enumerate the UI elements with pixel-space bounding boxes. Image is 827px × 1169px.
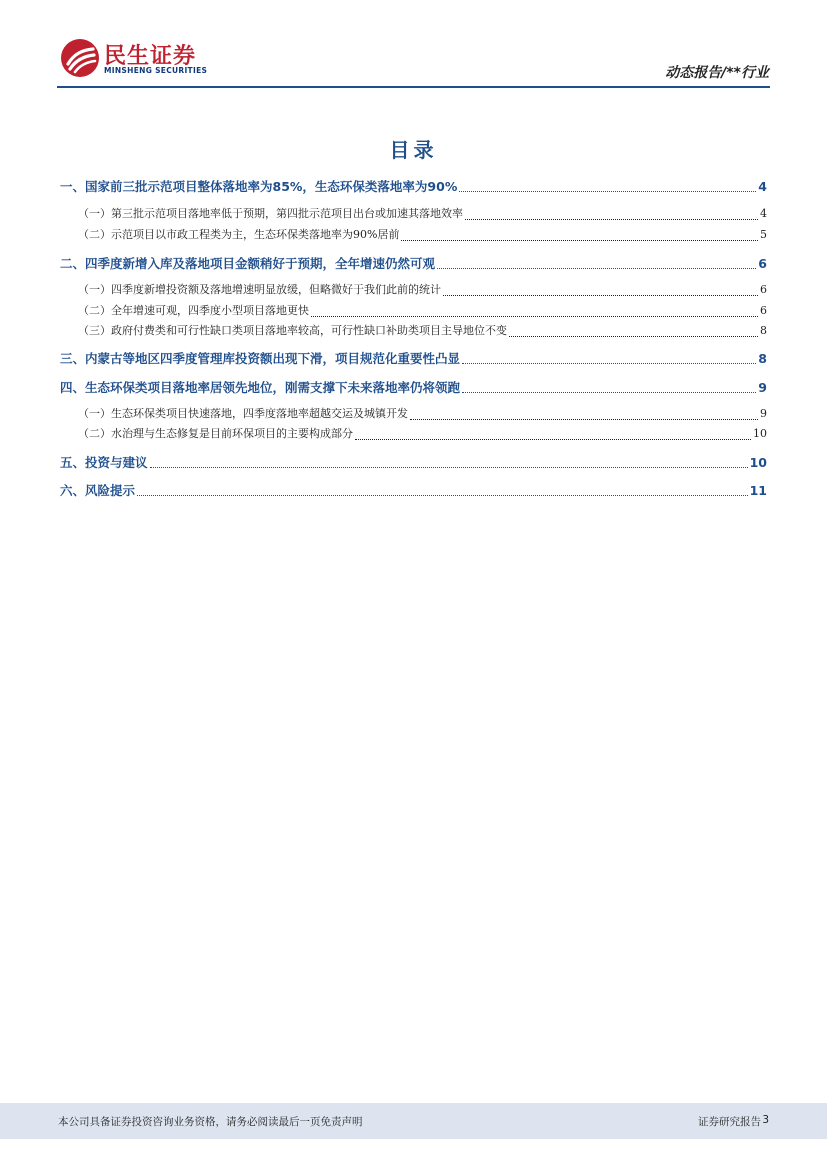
page-footer xyxy=(0,1103,827,1139)
toc-entry[interactable] xyxy=(60,205,767,225)
toc-leader-dots xyxy=(509,335,758,337)
toc-entry-page: 6 xyxy=(758,256,767,271)
toc-entry-page: 8 xyxy=(760,324,767,337)
toc-entry[interactable] xyxy=(60,322,767,342)
toc-leader-dots xyxy=(437,267,756,269)
toc-leader-dots xyxy=(410,418,758,420)
toc-entry-title: （一）第三批示范项目落地率低于预期，第四批示范项目出台或加速其落地效率 xyxy=(78,207,463,220)
toc-entry-title: （一）四季度新增投资额及落地增速明显放缓，但略微好于我们此前的统计 xyxy=(78,283,441,296)
toc-entry[interactable] xyxy=(60,378,767,398)
toc-entry-title: （一）生态环保类项目快速落地，四季度落地率超越交运及城镇开发 xyxy=(78,407,408,420)
page-header xyxy=(0,0,827,95)
toc-entry-title: （二）全年增速可观，四季度小型项目落地更快 xyxy=(78,304,309,317)
toc-entry[interactable] xyxy=(60,226,767,246)
toc-entry[interactable] xyxy=(60,302,767,322)
toc-leader-dots xyxy=(137,494,748,496)
toc-leader-dots xyxy=(465,218,758,220)
toc-entry-page: 6 xyxy=(760,283,767,296)
toc-leader-dots xyxy=(443,294,758,296)
toc-entry-page: 5 xyxy=(760,228,767,241)
toc-entry-page: 4 xyxy=(758,179,767,194)
toc-entry-title: 一、国家前三批示范项目整体落地率为85%，生态环保类落地率为90% xyxy=(60,179,458,194)
toc-leader-dots xyxy=(459,190,756,192)
footer-disclaimer: 本公司具备证券投资咨询业务资格，请务必阅读最后一页免责声明 xyxy=(58,1116,363,1128)
toc-entry[interactable] xyxy=(60,481,767,501)
toc-entry-page: 10 xyxy=(753,427,767,440)
toc-entry-page: 8 xyxy=(758,351,767,366)
toc-leader-dots xyxy=(150,466,748,468)
toc-leader-dots xyxy=(462,391,756,393)
minsheng-logo-icon xyxy=(60,38,100,78)
toc-entry-page: 4 xyxy=(760,207,767,220)
toc-entry-page: 9 xyxy=(758,380,767,395)
toc-entry-title: 五、投资与建议 xyxy=(60,455,148,470)
toc-entry-title: 三、内蒙古等地区四季度管理库投资额出现下滑，项目规范化重要性凸显 xyxy=(60,351,461,366)
toc-entry[interactable] xyxy=(60,453,767,473)
toc-entry-title: （三）政府付费类和可行性缺口类项目落地率较高，可行性缺口补助类项目主导地位不变 xyxy=(78,324,507,337)
toc-entry[interactable] xyxy=(60,425,767,445)
toc-leader-dots xyxy=(462,362,756,364)
toc-leader-dots xyxy=(311,315,758,317)
logo-chinese-name: 民生证券 xyxy=(104,44,197,69)
toc-entry-page: 6 xyxy=(760,304,767,317)
toc-entry[interactable] xyxy=(60,405,767,425)
company-logo xyxy=(60,38,230,82)
header-divider xyxy=(57,86,770,88)
toc-entry-title: 六、风险提示 xyxy=(60,483,136,498)
toc-entry[interactable] xyxy=(60,254,767,274)
toc-leader-dots xyxy=(401,239,758,241)
toc-entry-title: （二）示范项目以市政工程类为主，生态环保类落地率为90%居前 xyxy=(78,228,400,241)
toc-entry-page: 11 xyxy=(749,483,767,498)
toc-entry-title: 四、生态环保类项目落地率居领先地位，刚需支撑下未来落地率仍将领跑 xyxy=(60,380,461,395)
toc-entry-title: 二、四季度新增入库及落地项目金额稍好于预期，全年增速仍然可观 xyxy=(60,256,436,271)
footer-page-number: 3 xyxy=(762,1114,769,1126)
toc-leader-dots xyxy=(355,438,751,440)
toc-entry-page: 10 xyxy=(749,455,767,470)
toc-entry-page: 9 xyxy=(760,407,767,420)
toc-entry[interactable] xyxy=(60,281,767,301)
toc-entry[interactable] xyxy=(60,177,767,197)
toc-title: 目录 xyxy=(389,138,438,162)
report-type: 动态报告/**行业 xyxy=(665,65,769,81)
toc-entry-title: （二）水治理与生态修复是目前环保项目的主要构成部分 xyxy=(78,427,353,440)
footer-doc-type: 证券研究报告 xyxy=(698,1116,761,1128)
toc-entry[interactable] xyxy=(60,349,767,369)
logo-english-name: MINSHENG SECURITIES xyxy=(104,66,208,75)
